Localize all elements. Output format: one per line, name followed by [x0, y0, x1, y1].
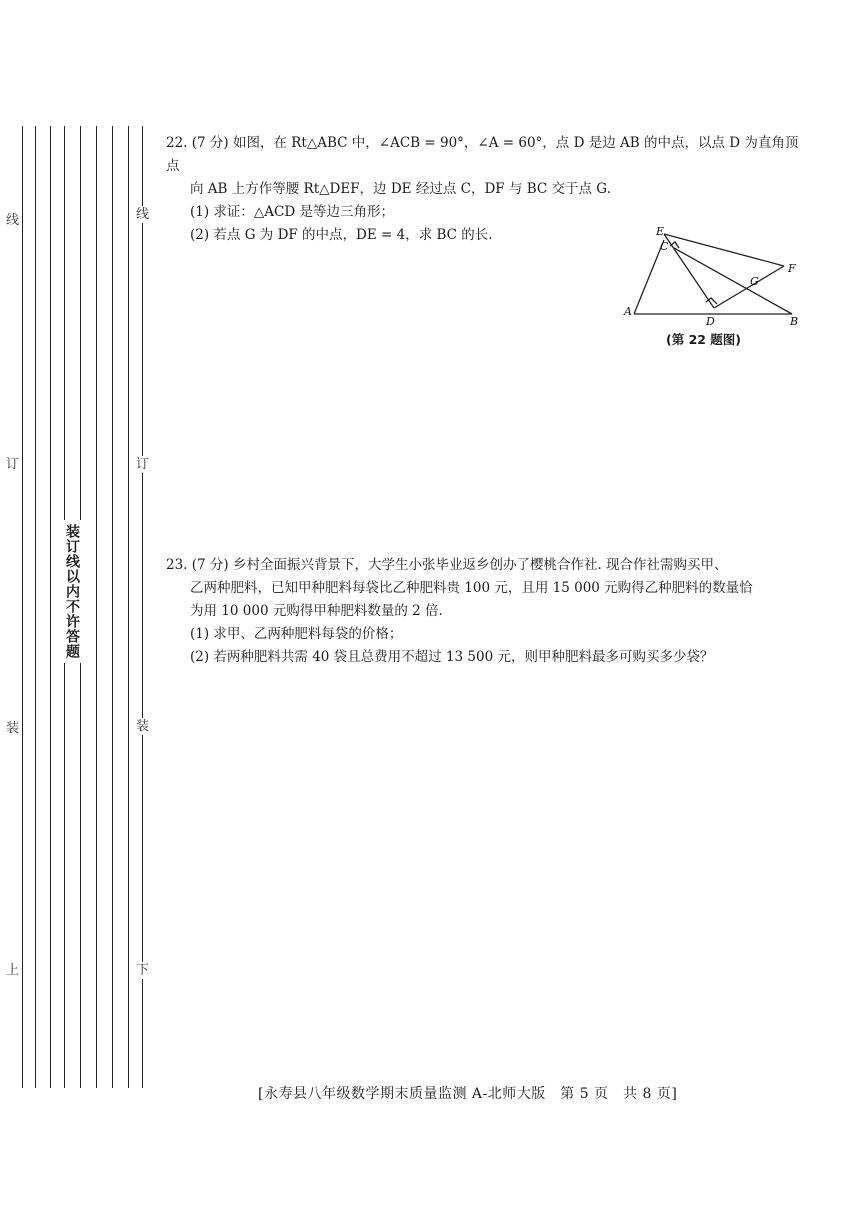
right-angle-mark-c — [670, 242, 679, 248]
margin-label-inner-xia: 下 — [136, 963, 150, 978]
margin-line — [35, 126, 36, 1088]
margin-line — [96, 126, 97, 1088]
margin-line — [128, 126, 129, 1088]
page-footer: [永寿县八年级数学期末质量监测 A-北师大版 第 5 页 共 8 页] — [258, 1086, 678, 1102]
label-d: D — [706, 315, 715, 328]
label-c: C — [660, 240, 669, 253]
label-f: F — [788, 262, 796, 275]
margin-label-inner-zhuang: 装 — [136, 719, 150, 734]
margin-line — [142, 126, 143, 1088]
margin-label-inner-xian: 线 — [136, 207, 150, 222]
q22-stem-line1: 22. (7 分) 如图，在 Rt△ABC 中，∠ACB = 90°，∠A = 60°，点 D 是边 AB 的中点，以点 D 为直角顶点 — [166, 135, 799, 174]
margin-label-outer-shang: 上 — [6, 963, 20, 978]
margin-label-outer-xian: 线 — [6, 213, 20, 228]
q22-stem-line2: 向 AB 上方作等腰 Rt△DEF，边 DE 经过点 C，DF 与 BC 交于点 G. — [190, 181, 611, 197]
q22-part1: (1) 求证：△ACD 是等边三角形； — [190, 204, 394, 220]
q23-stem-line1: 23. (7 分) 乡村全面振兴背景下，大学生小张毕业返乡创办了樱桃合作社. 现合作社需购买甲、 — [166, 557, 728, 573]
label-b: B — [790, 315, 799, 328]
margin-line — [22, 126, 23, 1088]
margin-label-inner-ding: 订 — [136, 457, 150, 472]
question-23 — [166, 554, 806, 669]
margin-line — [50, 126, 51, 1088]
segment-cb — [674, 248, 792, 314]
label-g: G — [750, 275, 759, 288]
label-a: A — [624, 305, 632, 318]
q23-stem-line2: 乙两种肥料，已知甲种肥料每袋比乙种肥料贵 100 元，且用 15 000 元购得乙种肥料的数量恰 — [190, 580, 753, 596]
q22-figure-caption: (第 22 题图) — [666, 332, 742, 347]
q23-part1: (1) 求甲、乙两种肥料每袋的价格； — [190, 626, 403, 642]
q23-stem-line3: 为用 10 000 元购得甲种肥料数量的 2 倍. — [190, 603, 443, 619]
q22-part2: (2) 若点 G 为 DF 的中点，DE = 4，求 BC 的长. — [190, 227, 493, 243]
binding-notice: 装订线以内不许答题 — [62, 520, 82, 663]
q23-part2: (2) 若两种肥料共需 40 袋且总费用不超过 13 500 元，则甲种肥料最多可购买多少袋？ — [190, 649, 714, 665]
segment-df — [714, 266, 784, 308]
label-e: E — [656, 225, 665, 238]
margin-line — [112, 126, 113, 1088]
margin-label-outer-zhuang: 装 — [6, 721, 20, 736]
margin-label-outer-ding: 订 — [6, 457, 20, 472]
